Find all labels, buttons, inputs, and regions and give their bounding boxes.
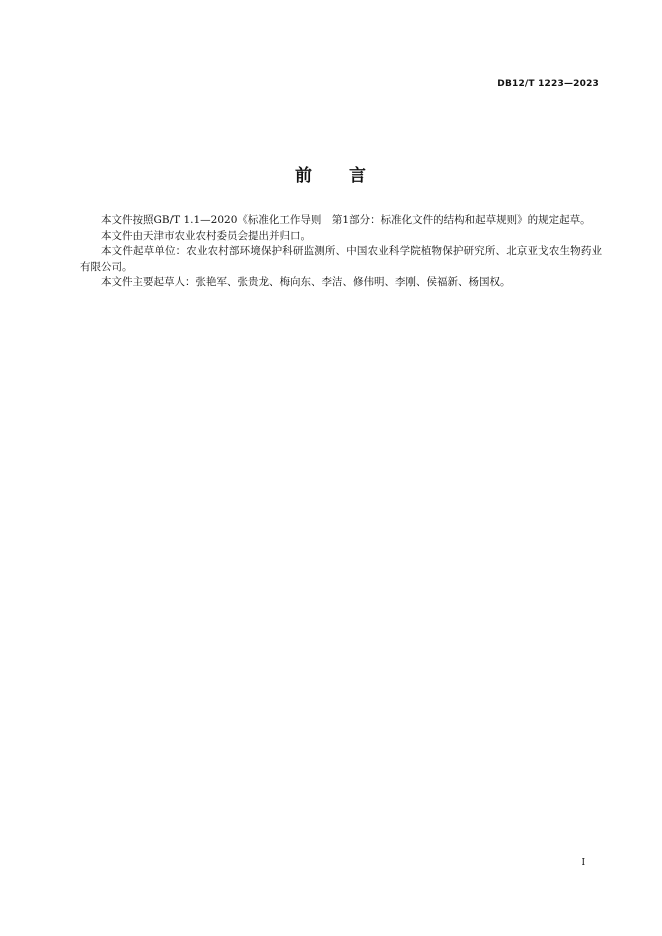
document-code: DB12/T 1223—2023 (497, 79, 599, 89)
paragraph-drafters: 本文件主要起草人：张艳军、张贵龙、梅向东、李洁、修伟明、李刚、侯福新、杨国权。 (101, 276, 511, 289)
page-number: I (581, 858, 585, 868)
title-char-1: 前 (295, 166, 313, 186)
title-char-2: 言 (349, 166, 367, 186)
page-title (0, 161, 662, 186)
paragraph-drafting-basis: 本文件按照GB/T 1.1—2020《标准化工作导则 第1部分：标准化文件的结构和起草规则》的规定起草。 (101, 214, 591, 226)
paragraph-drafting-units: 本文件起草单位：农业农村部环境保护科研监测所、中国农业科学院植物保护研究所、北京亚戈农生物药业有限公司。 (80, 245, 602, 273)
foreword-body (80, 213, 602, 291)
paragraph-proposer: 本文件由天津市农业农村委员会提出并归口。 (101, 229, 311, 242)
